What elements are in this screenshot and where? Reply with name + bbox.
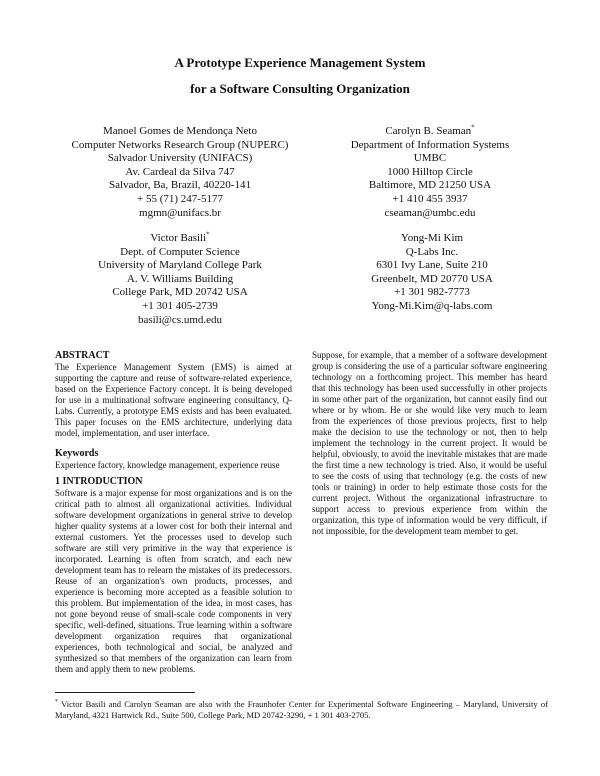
author-email: basili@cs.umd.edu: [137, 313, 223, 326]
author-email: cseaman@umbc.edu: [384, 206, 476, 219]
keywords-text: Experience factory, knowledge management, experience reuse: [55, 460, 280, 470]
right-column: [312, 350, 547, 537]
author-name: Yong-Mi Kim: [400, 232, 464, 244]
author-address: College Park, MD 20742 USA: [112, 286, 248, 299]
author-address: Salvador, Ba, Brazil, 40220-141: [109, 179, 251, 192]
author-phone: +1 410 455 3937: [392, 192, 468, 205]
author-affiliation: Computer Networks Research Group (NUPERC): [71, 138, 289, 151]
author-affiliation: UMBC: [413, 152, 447, 165]
footnote-mark: *: [471, 123, 475, 132]
author-block-mendonca: [50, 125, 310, 220]
author-affiliation: Department of Information Systems: [350, 138, 510, 151]
author-name: Victor Basili*: [150, 230, 210, 244]
author-block-kim: [312, 232, 552, 314]
author-address: Baltimore, MD 21250 USA: [368, 179, 492, 192]
author-email: Yong-Mi.Kim@q-labs.com: [371, 299, 493, 312]
author-address: 1000 Hilltop Circle: [387, 165, 473, 178]
footnote-text: Victor Basili and Carolyn Seaman are also with the Fraunhofer Center for Experimental Software Engineering – Maryland, University of Maryland, 4321 Hartwick Rd., Suite 500, College Park, MD 20742-3290, + 1 301 403-2705.: [55, 699, 548, 720]
author-address: A. V. Williams Building: [126, 272, 234, 285]
author-email: mgmn@unifacs.br: [139, 206, 221, 219]
author-name: Carolyn B. Seaman*: [385, 123, 475, 137]
footnote: [55, 699, 548, 721]
author-address: 6301 Ivy Lane, Suite 210: [376, 259, 488, 272]
introduction-paragraph-2: Suppose, for example, that a member of a software development group is considering the use of a particular software engineering technology on a forthcoming project. This member has heard that this technology has been used successfully in other projects in some other part of the organization, but cannot easily find out where or by whom. He or she would like very much to learn from the experiences of those previous projects, first to help make the decision to use the technology or not, then to help implement the technology in the current project. It would be helpful, obviously, to avoid the inevitable mistakes that are made the first time a new technology is tried. Also, it would be useful to see the costs of using that technology (e.g. the costs of new tools or training) in order to help estimate those costs for the current project. Without the organizational infrastructure to support access to previous experience from within the organization, this type of information would be very difficult, if not impossible, for the development team member to get.: [312, 350, 547, 536]
footnote-mark: *: [206, 230, 210, 239]
abstract-heading: ABSTRACT: [55, 350, 110, 361]
author-phone: + 55 (71) 247-5177: [137, 192, 223, 205]
author-affiliation: Salvador University (UNIFACS): [107, 152, 253, 165]
author-phone: +1 301 405-2739: [142, 299, 218, 312]
introduction-paragraph-1: Software is a major expense for most organizations and is on the critical path to almost all organizational activities. Individual software development organizations in general strive to develop higher quality systems at a lower cost for both their internal and external customers. Yet the processes used to develop such software are still very primitive in the way that experience is incorporated. Learning is often from scratch, and each new development team has to relearn the mistakes of its predecessors. Reuse of an organization's own products, processes, and experience is becoming more accepted as a feasible solution to this problem. But implementation of the idea, in most cases, has not gone beyond reuse of small-scale code components in very specific, well-defined, situations. True learning within a software development organization requires that organizational experiences, both technological and social, be analyzed and synthesized so that members of the organization can learn from them and apply them to new problems.: [55, 488, 292, 674]
author-affiliation: Dept. of Computer Science: [120, 245, 240, 258]
author-address: Av. Cardeal da Silva 747: [125, 165, 235, 178]
keywords-heading: Keywords: [55, 448, 99, 459]
footnote-mark: *: [55, 699, 58, 706]
author-phone: +1 301 982-7773: [394, 286, 470, 299]
author-name: Manoel Gomes de Mendonça Neto: [103, 125, 257, 137]
abstract-text: The Experience Management System (EMS) is aimed at supporting the capture and reuse of software-related experience, based on the Experience Factory concept. It is being developed for use in a multinational software engineering consultancy, Q-Labs. Currently, a prototype EMS exists and has been evaluated. This paper focuses on the EMS architecture, underlying data model, implementation, and user interface.: [55, 362, 292, 438]
author-address: Greenbelt, MD 20770 USA: [371, 272, 493, 285]
introduction-heading: 1 INTRODUCTION: [55, 476, 143, 487]
author-affiliation: Q-Labs Inc.: [405, 245, 459, 258]
author-block-basili: [60, 232, 300, 327]
footnote-divider: [55, 692, 195, 693]
author-block-seaman: [300, 125, 560, 220]
author-affiliation: University of Maryland College Park: [98, 259, 262, 272]
left-column: [55, 350, 292, 675]
paper-title-line-2: for a Software Consulting Organization: [190, 81, 410, 96]
paper-title-line-1: A Prototype Experience Management System: [174, 55, 426, 70]
